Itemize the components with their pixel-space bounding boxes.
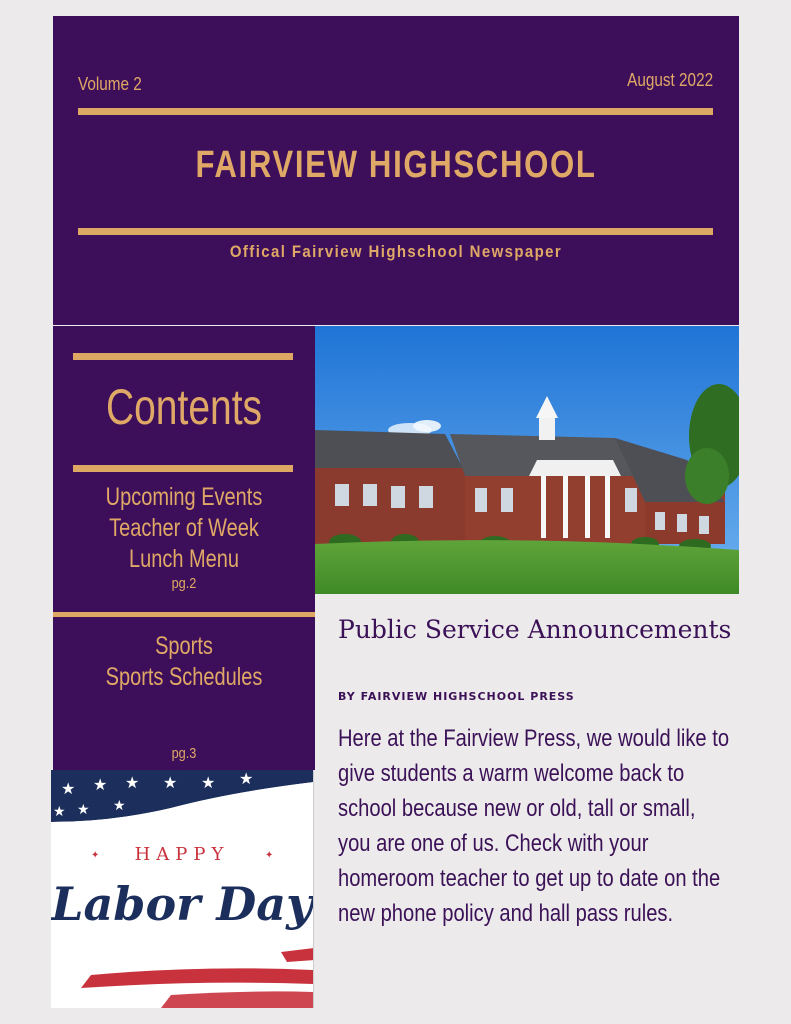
svg-text:✦: ✦ — [265, 850, 274, 861]
header-divider-top — [78, 108, 713, 115]
school-building-illustration — [315, 326, 739, 594]
toc-section-2-page — [53, 745, 315, 763]
toc-item[interactable]: Upcoming Events — [105, 483, 263, 511]
contents-divider-mid — [73, 465, 293, 472]
toc-section-1 — [53, 482, 315, 593]
issue-date: August 2022 — [627, 70, 713, 90]
svg-text:★: ★ — [201, 773, 216, 792]
svg-text:★: ★ — [163, 773, 178, 792]
newspaper-subtitle: Offical Fairview Highschool Newspaper — [229, 242, 563, 261]
school-building-photo — [315, 326, 739, 594]
svg-text:★: ★ — [61, 779, 76, 798]
svg-text:✦: ✦ — [91, 850, 100, 861]
labor-day-graphic — [51, 770, 314, 1008]
article-title: Public Service Announcements — [338, 615, 732, 644]
header-divider-bottom — [78, 228, 713, 235]
labor-day-illustration — [51, 770, 314, 1008]
toc-item[interactable]: Sports Schedules — [105, 663, 263, 691]
toc-item[interactable]: Sports — [155, 632, 213, 660]
toc-item[interactable]: Teacher of Week — [109, 514, 259, 542]
contents-divider-section — [53, 612, 315, 617]
happy-text: HAPPY — [134, 844, 230, 865]
labor-day-script: Labor Day — [51, 877, 313, 931]
toc-page-number: pg.2 — [171, 575, 197, 592]
svg-text:★: ★ — [113, 798, 126, 814]
contents-divider-top — [73, 353, 293, 360]
masthead — [53, 16, 739, 325]
article-body: Here at the Fairview Press, we would like to give students a warm welcome back to school because new or old, tall or small, you are one of us. Check with your homeroom teacher to get up to date on the new phone policy and hall pass rules. — [338, 725, 730, 927]
svg-text:★: ★ — [93, 775, 108, 794]
article-byline: BY FAIRVIEW HIGHSCHOOL PRESS — [338, 690, 575, 703]
contents-sidebar — [53, 326, 315, 770]
svg-text:★: ★ — [53, 804, 66, 820]
newspaper-title: FAIRVIEW HIGHSCHOOL — [195, 144, 597, 186]
svg-text:★: ★ — [125, 773, 140, 792]
toc-page-number: pg.3 — [171, 745, 197, 762]
volume-label: Volume 2 — [78, 74, 142, 94]
toc-item[interactable]: Lunch Menu — [128, 545, 240, 573]
contents-title: Contents — [105, 379, 263, 435]
toc-section-2 — [53, 631, 315, 693]
svg-text:★: ★ — [239, 770, 254, 788]
svg-text:★: ★ — [77, 802, 90, 818]
